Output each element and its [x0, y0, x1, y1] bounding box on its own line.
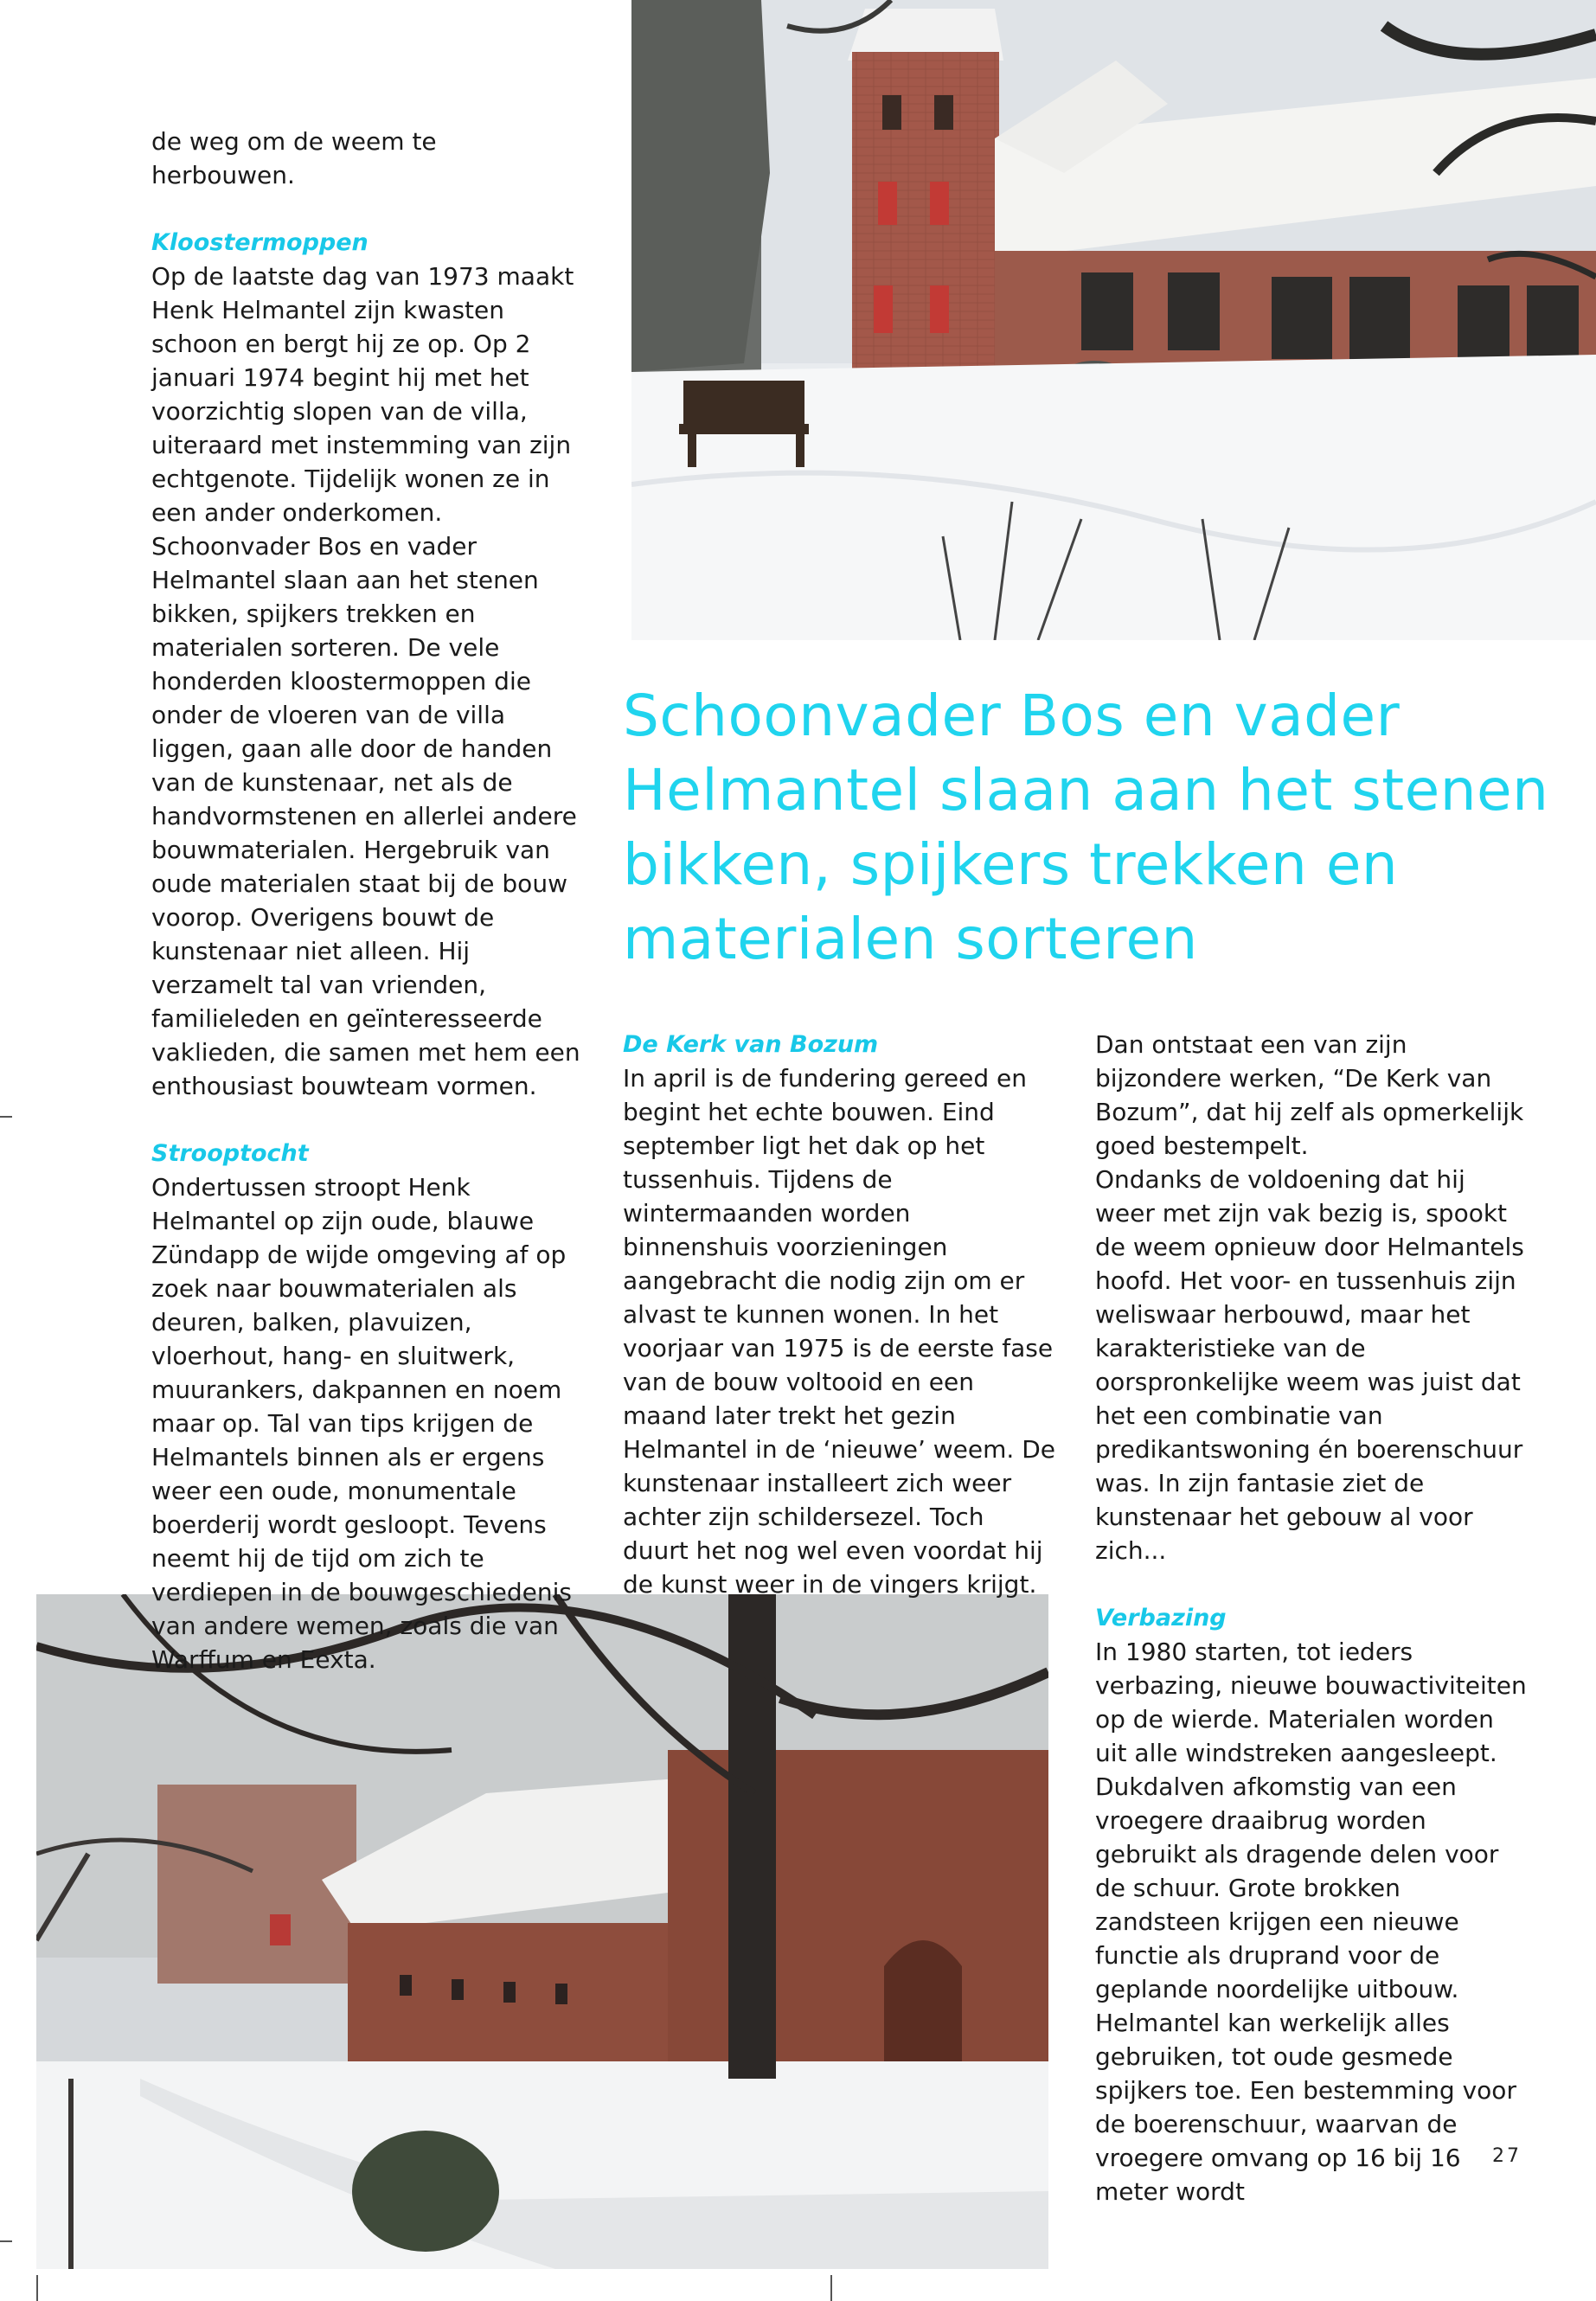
crop-mark [0, 2240, 12, 2242]
paragraph-ondanks: Ondanks de voldoening dat hij weer met zijn vak bezig is, spookt de weem opnieuw door Helmantels hoofd. Het voor- en tussenhuis zijn weliswaar herbouwd, maar het karakteristieke van de oorspronkelijke weem was juist dat het een combinatie van predikantswoning én boerenschuur was. In zijn fantasie ziet de kunstenaar het gebouw al voor zich... [1095, 1165, 1524, 1565]
crop-mark [0, 1116, 12, 1118]
subheading-strooptocht: Strooptocht [151, 1140, 309, 1167]
intro-line: de weg om de weem te herbouwen. [151, 127, 437, 189]
paragraph-kerk-vervolg: Dan ontstaat een van zijn bijzondere werken, “De Kerk van Bozum”, dat hij zelf als opmerkelijk goed bestempelt. [1095, 1030, 1524, 1160]
column-3 [1095, 1028, 1532, 2208]
column-1 [151, 125, 584, 1676]
crop-mark [830, 2275, 832, 2301]
subheading-kerk-van-bozum: De Kerk van Bozum [623, 1031, 879, 1058]
paragraph-kerk-van-bozum: In april is de fundering gereed en begint het echte bouwen. Eind september ligt het dak op het tussenhuis. Tijdens de wintermaanden worden binnenshuis voorzieningen aangebracht die nodig zijn om er alvast te kunnen wonen. In het voorjaar van 1975 is de eerste fase van de bouw voltooid en een maand later trekt het gezin Helmantel in de ‘nieuwe’ weem. De kunstenaar installeert zich weer achter zijn schildersezel. Toch duurt het nog wel even voordat hij de kunst weer in de vingers krijgt. [623, 1064, 1055, 1599]
photo-barn-winter [36, 1594, 1048, 2269]
subheading-verbazing: Verbazing [1095, 1605, 1227, 1631]
column-2 [623, 1028, 1055, 1601]
crop-mark [36, 2275, 38, 2301]
paragraph-kloostermoppen: Op de laatste dag van 1973 maakt Henk Helmantel zijn kwasten schoon en bergt hij ze op. Op 2 januari 1974 begint hij met het voorzichtig slopen van de villa, uiteraard met instemming van zijn echtgenote. Tijdelijk wonen ze in een ander onderkomen. Schoonvader Bos en vader Helmantel slaan aan het stenen bikken, spijkers trekken en materialen sorteren. De vele honderden kloostermoppen die onder de vloeren van de villa liggen, gaan alle door de handen van de kunstenaar, net als de handvormstenen en allerlei andere bouwmaterialen. Hergebruik van oude materialen staat bij de bouw voorop. Overigens bouwt de kunstenaar niet alleen. Hij verzamelt tal van vrienden, familieleden en geïnteresseerde vaklieden, die samen met hem een enthousiast bouwteam vormen. [151, 262, 580, 1100]
paragraph-strooptocht: Ondertussen stroopt Henk Helmantel op zijn oude, blauwe Zündapp de wijde omgeving af op zoek naar bouwmaterialen als deuren, balken, plavuizen, vloerhout, hang- en sluitwerk, muurankers, dakpannen en noem maar op. Tal van tips krijgen de Helmantels binnen als er ergens weer een oude, monumentale boerderij wordt gesloopt. Tevens neemt hij de tijd om zich te verdiepen in de bouwgeschiedenis van andere wemen, zoals die van Warffum en Eexta. [151, 1173, 572, 1674]
subheading-kloostermoppen: Kloostermoppen [151, 229, 369, 256]
paragraph-verbazing: In 1980 starten, tot ieders verbazing, nieuwe bouwactiviteiten op de wierde. Materialen worden uit alle windstreken aangesleept. Dukdalven afkomstig van een vroegere draaibrug worden gebruikt als dragende delen voor de schuur. Grote brokken zandsteen krijgen een nieuwe functie als druprand voor de geplande noordelijke uitbouw. Helmantel kan werkelijk alles gebruiken, tot oude gesmede spijkers toe. Een bestemming voor de boerenschuur, waarvan de vroegere omvang op 16 bij 16 meter wordt [1095, 1638, 1527, 2206]
photo-weem-winter [631, 0, 1596, 640]
pull-quote: Schoonvader Bos en vader Helmantel slaan aan het stenen bikken, spijkers trekken en materialen sorteren [623, 683, 1549, 972]
page-number: 27 [1492, 2145, 1522, 2167]
